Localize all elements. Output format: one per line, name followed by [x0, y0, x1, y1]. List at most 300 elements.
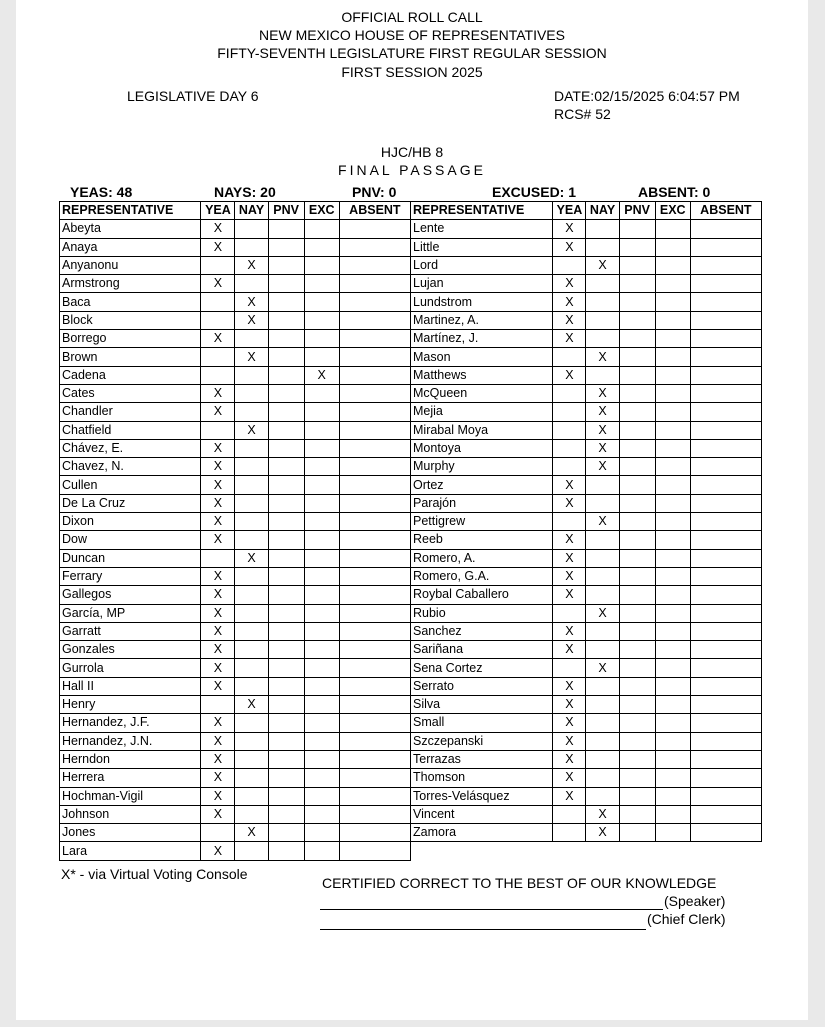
vote-cell-exc — [304, 659, 339, 677]
vote-cell-absent — [339, 238, 410, 256]
vote-cell-pnv — [619, 622, 655, 640]
representative-name: Serrato — [411, 677, 553, 695]
vote-cell-pnv — [619, 476, 655, 494]
vote-cell-exc — [304, 696, 339, 714]
vote-cell-nay — [235, 842, 268, 860]
vote-cell-pnv — [268, 476, 304, 494]
table-row — [411, 220, 762, 238]
vote-cell-absent — [690, 366, 761, 384]
vote-cell-exc — [304, 604, 339, 622]
vote-cell-exc — [655, 677, 690, 695]
vote-cell-exc — [304, 330, 339, 348]
table-row — [60, 439, 411, 457]
vote-cell-nay — [235, 384, 268, 402]
vote-cell-absent — [339, 256, 410, 274]
representative-name: Block — [60, 311, 201, 329]
col-pnv: PNV — [268, 202, 304, 220]
total-excused: EXCUSED: 1 — [492, 184, 577, 200]
vote-cell-nay — [235, 458, 268, 476]
table-row — [60, 403, 411, 421]
vote-cell-pnv — [619, 567, 655, 585]
vote-cell-nay: X — [586, 421, 619, 439]
vote-cell-pnv — [619, 421, 655, 439]
vote-cell-pnv — [268, 513, 304, 531]
vote-cell-yea: X — [553, 677, 586, 695]
vote-cell-yea — [553, 439, 586, 457]
vote-cell-pnv — [268, 384, 304, 402]
col-yea: YEA — [553, 202, 586, 220]
representative-name: Herndon — [60, 750, 201, 768]
vote-cell-yea: X — [201, 567, 235, 585]
vote-cell-pnv — [268, 842, 304, 860]
vote-cell-yea: X — [201, 531, 235, 549]
vote-cell-absent — [690, 622, 761, 640]
vote-cell-exc — [655, 659, 690, 677]
vote-cell-exc — [304, 513, 339, 531]
vote-cell-pnv — [268, 275, 304, 293]
vote-cell-nay: X — [586, 513, 619, 531]
roll-call-document — [16, 0, 808, 1020]
vote-cell-nay — [235, 622, 268, 640]
table-row — [411, 805, 762, 823]
vote-cell-nay: X — [586, 458, 619, 476]
representative-name: Szczepanski — [411, 732, 553, 750]
vote-cell-pnv — [619, 824, 655, 842]
vote-cell-yea — [201, 256, 235, 274]
vote-cell-exc — [655, 458, 690, 476]
vote-cell-pnv — [619, 805, 655, 823]
vote-cell-yea: X — [201, 750, 235, 768]
vote-cell-pnv — [619, 384, 655, 402]
vote-cell-exc — [655, 805, 690, 823]
vote-cell-pnv — [619, 531, 655, 549]
vote-cell-exc — [304, 714, 339, 732]
vote-cell-absent — [690, 567, 761, 585]
vote-cell-yea: X — [553, 330, 586, 348]
vote-cell-pnv — [268, 293, 304, 311]
title-official-roll-call: OFFICIAL ROLL CALL — [341, 9, 483, 25]
vote-cell-nay — [586, 330, 619, 348]
table-row — [60, 714, 411, 732]
vote-cell-exc — [655, 421, 690, 439]
vote-cell-pnv — [619, 275, 655, 293]
vote-cell-pnv — [268, 403, 304, 421]
vote-cell-absent — [339, 677, 410, 695]
vote-cell-yea — [553, 513, 586, 531]
vote-cell-absent — [690, 641, 761, 659]
vote-cell-nay: X — [586, 604, 619, 622]
representative-name: Vincent — [411, 805, 553, 823]
vote-cell-absent — [339, 641, 410, 659]
representative-name: Roybal Caballero — [411, 586, 553, 604]
vote-cell-absent — [339, 696, 410, 714]
representative-name: Duncan — [60, 549, 201, 567]
vote-cell-pnv — [619, 238, 655, 256]
table-row — [60, 384, 411, 402]
title-house: NEW MEXICO HOUSE OF REPRESENTATIVES — [259, 27, 565, 43]
table-row — [60, 842, 411, 860]
vote-cell-exc — [655, 311, 690, 329]
vote-cell-exc — [655, 769, 690, 787]
representative-name: Armstrong — [60, 275, 201, 293]
vote-cell-exc — [655, 641, 690, 659]
vote-cell-yea: X — [201, 275, 235, 293]
vote-cell-yea — [553, 604, 586, 622]
vote-cell-nay — [235, 439, 268, 457]
vote-cell-yea: X — [201, 458, 235, 476]
representative-name: Hochman-Vigil — [60, 787, 201, 805]
vote-cell-pnv — [268, 311, 304, 329]
table-row — [60, 769, 411, 787]
representative-name: Mejia — [411, 403, 553, 421]
vote-cell-pnv — [619, 513, 655, 531]
vote-cell-nay — [586, 220, 619, 238]
vote-cell-yea — [553, 458, 586, 476]
vote-cell-nay: X — [235, 824, 268, 842]
table-row — [60, 494, 411, 512]
representative-name: Montoya — [411, 439, 553, 457]
vote-cell-nay — [586, 677, 619, 695]
vote-cell-yea — [553, 659, 586, 677]
bill-number: HJC/HB 8 — [380, 144, 444, 160]
vote-cell-nay: X — [586, 256, 619, 274]
representative-name: Cates — [60, 384, 201, 402]
vote-cell-absent — [339, 330, 410, 348]
representative-name: Lara — [60, 842, 201, 860]
vote-cell-exc — [655, 750, 690, 768]
col-absent: ABSENT — [339, 202, 410, 220]
vote-cell-yea: X — [553, 732, 586, 750]
table-row — [411, 787, 762, 805]
table-row — [60, 348, 411, 366]
vote-cell-exc — [304, 476, 339, 494]
vote-cell-nay: X — [586, 384, 619, 402]
vote-cell-yea: X — [201, 513, 235, 531]
vote-cell-exc — [655, 824, 690, 842]
vote-cell-absent — [339, 659, 410, 677]
vote-cell-nay — [586, 476, 619, 494]
vote-cell-absent — [339, 549, 410, 567]
representative-name: Little — [411, 238, 553, 256]
representative-name: Martinez, A. — [411, 311, 553, 329]
vote-cell-yea — [553, 256, 586, 274]
vote-cell-absent — [690, 348, 761, 366]
vote-cell-exc — [304, 293, 339, 311]
vote-cell-nay: X — [586, 824, 619, 842]
representative-name: Baca — [60, 293, 201, 311]
vote-cell-nay — [586, 366, 619, 384]
table-row — [60, 238, 411, 256]
vote-cell-absent — [339, 421, 410, 439]
vote-cell-pnv — [619, 769, 655, 787]
table-row — [60, 549, 411, 567]
vote-cell-pnv — [268, 714, 304, 732]
vote-cell-pnv — [619, 732, 655, 750]
table-row — [411, 238, 762, 256]
table-row — [60, 366, 411, 384]
vote-cell-pnv — [268, 256, 304, 274]
vote-cell-exc — [304, 586, 339, 604]
vote-cell-pnv — [619, 366, 655, 384]
table-row — [60, 531, 411, 549]
vote-cell-nay — [235, 366, 268, 384]
vote-cell-absent — [339, 458, 410, 476]
vote-cell-absent — [339, 384, 410, 402]
virtual-voting-note: X* - via Virtual Voting Console — [61, 866, 248, 882]
vote-cell-nay — [235, 403, 268, 421]
vote-cell-nay — [586, 586, 619, 604]
representative-name: Romero, A. — [411, 549, 553, 567]
table-row — [411, 641, 762, 659]
table-row — [411, 586, 762, 604]
vote-cell-absent — [690, 787, 761, 805]
vote-cell-absent — [339, 622, 410, 640]
vote-cell-absent — [690, 659, 761, 677]
vote-cell-exc: X — [304, 366, 339, 384]
vote-cell-pnv — [619, 604, 655, 622]
table-row — [60, 604, 411, 622]
vote-cell-absent — [690, 677, 761, 695]
vote-cell-absent — [339, 220, 410, 238]
representative-name: Mirabal Moya — [411, 421, 553, 439]
vote-cell-nay — [586, 549, 619, 567]
vote-cell-exc — [655, 238, 690, 256]
representative-name: Matthews — [411, 366, 553, 384]
representative-name: Martínez, J. — [411, 330, 553, 348]
representative-name: Sanchez — [411, 622, 553, 640]
vote-cell-exc — [655, 622, 690, 640]
vote-cell-nay — [235, 787, 268, 805]
vote-cell-absent — [339, 403, 410, 421]
vote-cell-exc — [304, 750, 339, 768]
table-row — [411, 293, 762, 311]
vote-cell-pnv — [619, 348, 655, 366]
legislative-day: LEGISLATIVE DAY 6 — [127, 88, 259, 104]
representative-name: Ferrary — [60, 567, 201, 585]
vote-cell-nay: X — [235, 311, 268, 329]
vote-cell-absent — [690, 293, 761, 311]
vote-cell-nay — [235, 513, 268, 531]
table-row — [411, 622, 762, 640]
vote-cell-pnv — [268, 805, 304, 823]
vote-cell-pnv — [619, 677, 655, 695]
col-representative: REPRESENTATIVE — [411, 202, 553, 220]
vote-cell-pnv — [268, 769, 304, 787]
vote-cell-exc — [304, 275, 339, 293]
representative-name: Gurrola — [60, 659, 201, 677]
vote-cell-yea: X — [553, 549, 586, 567]
col-yea: YEA — [201, 202, 235, 220]
vote-cell-exc — [655, 531, 690, 549]
vote-cell-nay: X — [586, 348, 619, 366]
vote-cell-absent — [339, 586, 410, 604]
table-row — [411, 549, 762, 567]
vote-cell-absent — [339, 366, 410, 384]
table-row — [60, 677, 411, 695]
representative-name: Hall II — [60, 677, 201, 695]
table-row — [60, 220, 411, 238]
vote-cell-absent — [339, 439, 410, 457]
vote-cell-nay — [235, 750, 268, 768]
representative-name: Hernandez, J.N. — [60, 732, 201, 750]
vote-cell-yea: X — [201, 330, 235, 348]
vote-cell-exc — [655, 732, 690, 750]
vote-cell-nay — [586, 494, 619, 512]
representative-name: Gonzales — [60, 641, 201, 659]
vote-cell-pnv — [619, 403, 655, 421]
vote-cell-yea: X — [553, 787, 586, 805]
vote-cell-yea: X — [201, 586, 235, 604]
vote-cell-nay — [235, 567, 268, 585]
vote-cell-yea: X — [553, 293, 586, 311]
vote-cell-nay — [586, 750, 619, 768]
representative-name: McQueen — [411, 384, 553, 402]
representative-name: Chandler — [60, 403, 201, 421]
vote-cell-yea: X — [553, 238, 586, 256]
vote-cell-yea: X — [201, 476, 235, 494]
vote-cell-yea: X — [553, 750, 586, 768]
representative-name: Johnson — [60, 805, 201, 823]
vote-cell-nay: X — [235, 293, 268, 311]
vote-cell-exc — [655, 604, 690, 622]
vote-cell-yea: X — [553, 622, 586, 640]
vote-cell-nay — [235, 769, 268, 787]
vote-cell-absent — [339, 842, 410, 860]
vote-cell-pnv — [268, 220, 304, 238]
vote-cell-nay — [235, 732, 268, 750]
vote-cell-exc — [304, 421, 339, 439]
vote-cell-nay — [235, 604, 268, 622]
vote-cell-absent — [690, 531, 761, 549]
table-row — [411, 824, 762, 842]
vote-cell-yea — [553, 421, 586, 439]
vote-cell-absent — [690, 403, 761, 421]
table-row — [411, 659, 762, 677]
vote-cell-yea: X — [553, 366, 586, 384]
vote-cell-yea: X — [201, 732, 235, 750]
vote-cell-yea — [201, 311, 235, 329]
vote-cell-pnv — [268, 659, 304, 677]
vote-cell-exc — [655, 220, 690, 238]
vote-cell-exc — [655, 403, 690, 421]
table-row — [60, 641, 411, 659]
col-nay: NAY — [586, 202, 619, 220]
vote-cell-exc — [655, 549, 690, 567]
representative-name: Cullen — [60, 476, 201, 494]
vote-cell-yea: X — [201, 494, 235, 512]
vote-cell-yea: X — [553, 714, 586, 732]
vote-cell-yea: X — [553, 641, 586, 659]
representative-name: Chávez, E. — [60, 439, 201, 457]
vote-cell-exc — [304, 238, 339, 256]
vote-cell-nay: X — [235, 256, 268, 274]
vote-cell-nay — [235, 805, 268, 823]
vote-cell-yea: X — [553, 476, 586, 494]
vote-cell-absent — [690, 476, 761, 494]
speaker-label: (Speaker) — [664, 893, 726, 909]
vote-cell-yea — [553, 384, 586, 402]
table-row — [60, 805, 411, 823]
vote-cell-pnv — [268, 330, 304, 348]
table-row — [411, 256, 762, 274]
representative-name: Lord — [411, 256, 553, 274]
vote-cell-nay — [586, 531, 619, 549]
vote-cell-nay — [586, 641, 619, 659]
action-title: FINAL PASSAGE — [338, 162, 486, 178]
table-row — [60, 732, 411, 750]
vote-cell-exc — [655, 696, 690, 714]
vote-cell-exc — [304, 549, 339, 567]
vote-cell-pnv — [619, 439, 655, 457]
representative-name: Silva — [411, 696, 553, 714]
representative-name: Henry — [60, 696, 201, 714]
vote-cell-exc — [304, 677, 339, 695]
roll-table-left — [59, 201, 411, 861]
vote-cell-pnv — [619, 256, 655, 274]
vote-cell-nay — [235, 531, 268, 549]
representative-name: Abeyta — [60, 220, 201, 238]
vote-cell-pnv — [619, 714, 655, 732]
vote-cell-pnv — [268, 641, 304, 659]
vote-cell-pnv — [268, 696, 304, 714]
roll-table-right — [410, 201, 762, 842]
vote-cell-pnv — [619, 696, 655, 714]
vote-cell-yea: X — [201, 220, 235, 238]
representative-name: Romero, G.A. — [411, 567, 553, 585]
vote-cell-absent — [339, 513, 410, 531]
vote-cell-exc — [304, 531, 339, 549]
speaker-signature-line — [320, 909, 663, 910]
vote-cell-exc — [304, 458, 339, 476]
vote-cell-pnv — [268, 439, 304, 457]
vote-cell-nay — [235, 476, 268, 494]
vote-cell-yea: X — [553, 494, 586, 512]
representative-name: Anaya — [60, 238, 201, 256]
table-row — [60, 476, 411, 494]
vote-cell-exc — [655, 348, 690, 366]
vote-cell-exc — [304, 311, 339, 329]
table-row — [60, 659, 411, 677]
vote-cell-yea: X — [201, 659, 235, 677]
vote-cell-absent — [339, 311, 410, 329]
vote-cell-pnv — [619, 293, 655, 311]
vote-cell-absent — [690, 586, 761, 604]
vote-cell-yea: X — [201, 403, 235, 421]
representative-name: Jones — [60, 824, 201, 842]
vote-cell-nay — [235, 494, 268, 512]
vote-cell-absent — [690, 732, 761, 750]
table-row — [60, 256, 411, 274]
vote-cell-yea: X — [201, 439, 235, 457]
vote-cell-exc — [655, 366, 690, 384]
vote-cell-absent — [339, 769, 410, 787]
representative-name: Lundstrom — [411, 293, 553, 311]
vote-cell-yea — [201, 696, 235, 714]
representative-name: Murphy — [411, 458, 553, 476]
table-row — [411, 421, 762, 439]
vote-cell-pnv — [268, 787, 304, 805]
table-row — [411, 384, 762, 402]
total-pnv: PNV: 0 — [352, 184, 397, 200]
vote-cell-yea: X — [201, 622, 235, 640]
representative-name: Small — [411, 714, 553, 732]
vote-cell-absent — [690, 238, 761, 256]
representative-name: Gallegos — [60, 586, 201, 604]
table-row — [411, 275, 762, 293]
vote-cell-nay — [586, 311, 619, 329]
vote-cell-absent — [339, 714, 410, 732]
vote-cell-nay — [235, 714, 268, 732]
